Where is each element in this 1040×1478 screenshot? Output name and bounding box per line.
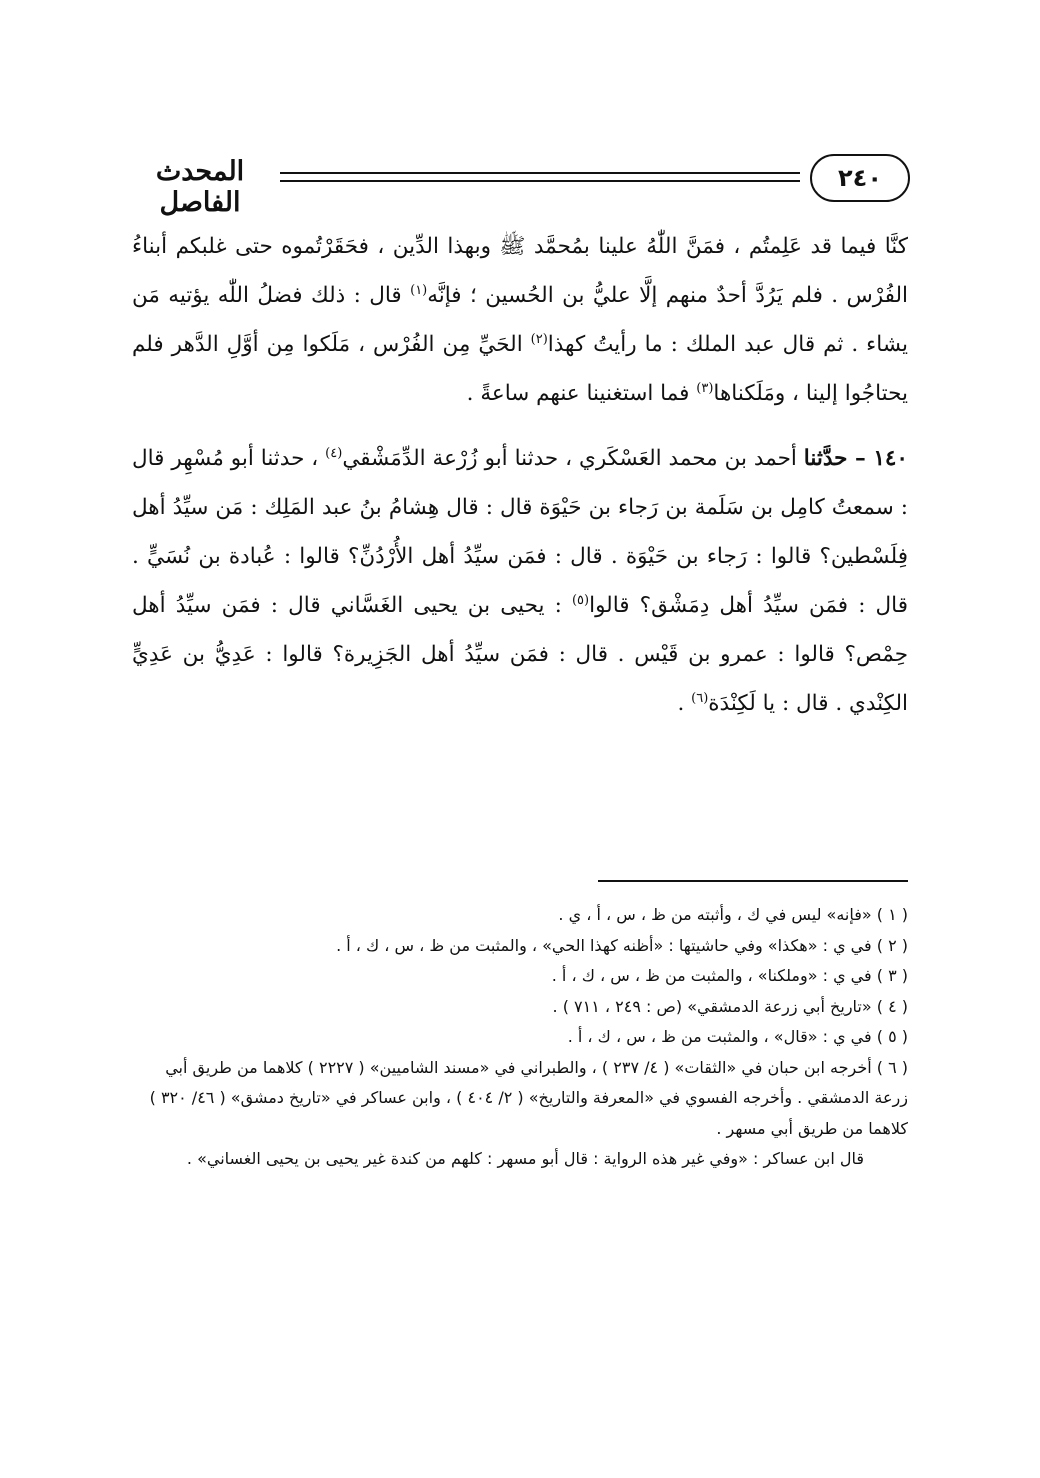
footnote-3: ( ٣ ) في ي : «وملكنا» ، والمثبت من ظ ، س ، ك ، أ . — [551, 966, 908, 985]
paragraph-2-text-d: . — [677, 691, 692, 716]
footnote-5: ( ٥ ) في ي : «قال» ، والمثبت من ظ ، س ، ك ، أ . — [567, 1027, 908, 1046]
footnote-ref-6: (٦) — [691, 690, 709, 706]
footnote-6-continued: قال ابن عساكر : «وفي غير هذه الرواية : قال أبو مسهر : كلهم من كندة غير يحيى بن يحيى الغساني» . — [186, 1149, 864, 1168]
paragraph-2-text: أحمد بن محمد العَسْكَري ، حدثنا أبو زُرْعة الدِّمَشْقي — [342, 446, 804, 471]
footnote-ref-3: (٣) — [696, 380, 714, 396]
paragraph-1-text-c: الحَيِّ مِن الفُرْس ، مَلَكوا مِن أوَّلِ الدَّهر فلم يحتاجُوا إلينا ، ومَلَكناها — [132, 332, 908, 406]
page-header — [130, 150, 910, 218]
page-number-badge: ٢٤٠ — [810, 154, 910, 202]
paragraph-1-text-d: فما استغنينا عنهم ساعةً . — [466, 381, 697, 406]
paragraph-2-text-c: : يحيى بن يحيى الغَسَّاني قال : فمَن سيِّدُ أهل حِمْص؟ قالوا : عمرو بن قَيْس . قال : فمَن سيِّدُ أهل الجَزِيرة؟ قالوا : عَدِيُّ بن عَدِيٍّ الكِنْدي . قال : يا لَكِنْدَة — [132, 593, 908, 716]
book-title: المحدث الفاصل — [155, 156, 245, 218]
paragraph-1-text: كنَّا فيما قد عَلِمتُم ، فمَنَّ اللّٰهُ علينا بمُحمَّد ﷺ وبهذا الدِّين ، فحَقَرْتُموه حتى غلبكم أبناءُ الفُرْس . فلم يَرُدَّ أحدٌ منهم إلَّا عليُّ بن الحُسين ؛ فإنَّه — [132, 234, 908, 308]
header-double-rule — [280, 172, 800, 182]
haddathana-word: حدَّثنا — [803, 446, 855, 471]
paragraph-2 — [132, 434, 908, 728]
hadith-number: ١٤٠ – — [854, 446, 908, 471]
footnote-separator — [598, 880, 908, 882]
paragraph-1 — [132, 222, 908, 418]
footnote-ref-4: (٤) — [325, 445, 343, 461]
footnote-ref-1: (١) — [410, 282, 428, 298]
footnotes — [132, 900, 908, 1175]
footnote-ref-2: (٢) — [530, 331, 548, 347]
footnote-ref-5: (٥) — [571, 592, 590, 608]
footnote-2: ( ٢ ) في ي : «هكذا» وفي حاشيتها : «أظنه كهذا الحي» ، والمثبت من ظ ، س ، ك ، أ . — [336, 935, 908, 955]
footnote-6: ( ٦ ) أخرجه ابن حبان في «الثقات» ( ٤/ ٢٣٧ ) ، والطبراني في «مسند الشاميين» ( ٢٢٢٧ ) كلاهما من طريق أبي زرعة الدمشقي . وأخرجه الفسوي في «المعرفة والتاريخ» ( ٢/ ٤٠٤ ) ، وابن عساكر في «تاريخ دمشق» ( ٤٦/ ٣٢٠ ) كلاهما من طريق أبي مسهر . — [149, 1057, 908, 1138]
paragraph-2-text-b: ، حدثنا أبو مُسْهِر قال : سمعتُ كامِل بن سَلَمة بن رَجاء بن حَيْوَة قال : قال هِشامُ بنُ عبد المَلِك : مَن سيِّدُ أهل فِلَسْطين؟ قالوا : رَجاء بن حَيْوَة . قال : فمَن سيِّدُ أهل الأُرْدُنِّ؟ قالوا : عُبادة بن نُسَيٍّ . قال : فمَن سيِّدُ أهل دِمَشْق؟ قالوا — [132, 446, 908, 618]
main-text — [132, 222, 908, 728]
paragraph-1-text-b: قال : ذلك فضلُ اللّٰه يؤتيه مَن يشاء . ثم قال عبد الملك : ما رأيتُ كهذا — [132, 283, 908, 357]
footnote-4: ( ٤ ) «تاريخ أبي زرعة الدمشقي» (ص : ٢٤٩ ، ٧١١ ) . — [552, 996, 908, 1016]
footnote-1: ( ١ ) «فإنه» ليس في ك ، وأثبته من ظ ، س ، أ ، ي . — [558, 905, 908, 924]
